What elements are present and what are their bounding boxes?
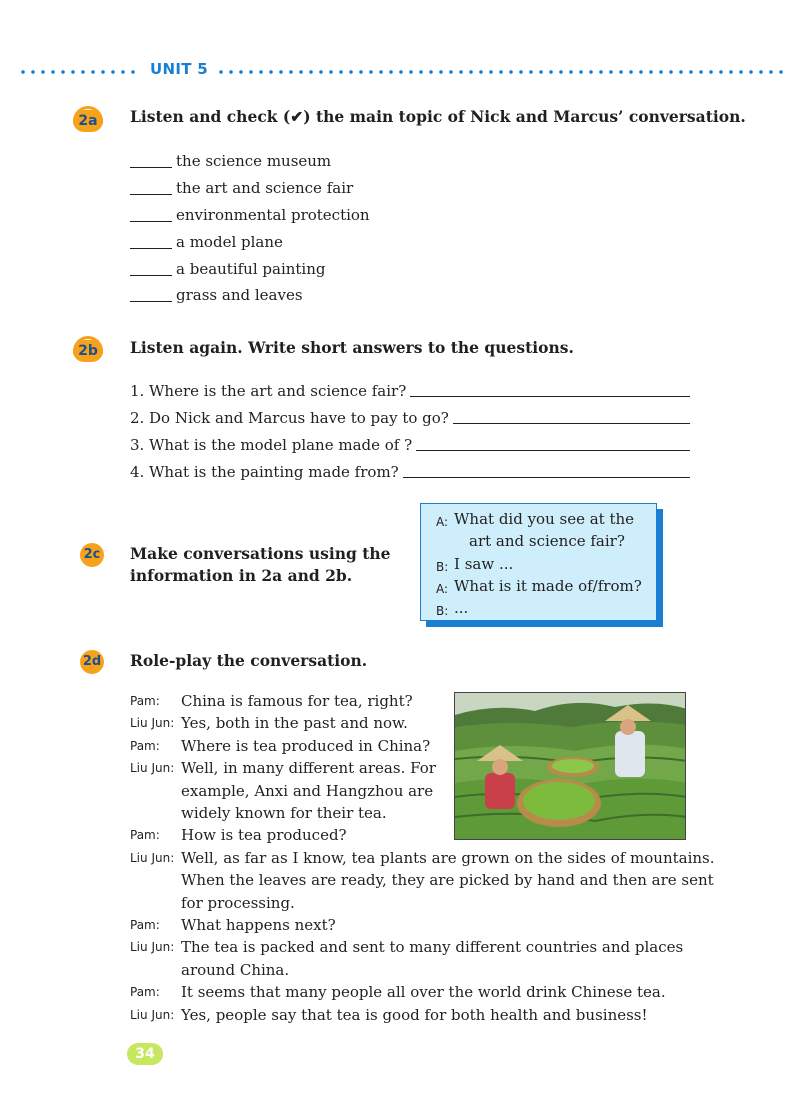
speaker-label: A: bbox=[436, 515, 449, 529]
speaker-label: Liu Jun: bbox=[130, 1007, 175, 1022]
dialog-text: for processing. bbox=[181, 893, 295, 912]
speaker-label bbox=[130, 780, 181, 802]
box-line: ... bbox=[454, 599, 469, 617]
dialog-line bbox=[130, 981, 666, 1003]
box-line: What is it made of/from? bbox=[454, 577, 642, 595]
dialog-text: widely known for their tea. bbox=[181, 804, 387, 822]
check-blank[interactable] bbox=[130, 208, 172, 222]
tea-picking-photo bbox=[454, 692, 686, 840]
option-text: grass and leaves bbox=[176, 286, 303, 305]
dialog-line bbox=[130, 757, 436, 779]
box-line: art and science fair? bbox=[469, 532, 625, 550]
speaker-label: B: bbox=[436, 560, 449, 574]
answer-line[interactable] bbox=[403, 477, 690, 478]
dotted-rule-left bbox=[18, 70, 140, 74]
dialog-text: How is tea produced? bbox=[181, 826, 347, 845]
box-line: What did you see at the bbox=[454, 510, 635, 528]
question-text: What is the model plane made of ? bbox=[149, 436, 413, 454]
question-number: 3. bbox=[130, 436, 145, 454]
badge-2b: 2b bbox=[73, 340, 103, 362]
dialog-text: Yes, both in the past and now. bbox=[181, 714, 408, 733]
speaker-label bbox=[130, 802, 181, 824]
dotted-rule-right bbox=[216, 70, 786, 74]
speaker-label: Liu Jun: bbox=[130, 850, 175, 865]
dialog-line bbox=[130, 869, 714, 891]
question-number: 1. bbox=[130, 382, 145, 400]
dialog-line bbox=[130, 847, 715, 869]
question-number: 2. bbox=[130, 409, 145, 427]
speaker-label: A: bbox=[436, 582, 449, 596]
options-2a bbox=[130, 148, 530, 309]
list-item bbox=[130, 202, 530, 229]
dialog-text: When the leaves are ready, they are picked by hand and then are sent bbox=[181, 871, 714, 890]
answer-line[interactable] bbox=[453, 423, 690, 424]
question-number: 4. bbox=[130, 463, 145, 481]
dialog-line bbox=[130, 1004, 648, 1026]
answer-line[interactable] bbox=[416, 450, 690, 451]
check-blank[interactable] bbox=[130, 181, 172, 195]
list-item bbox=[130, 282, 530, 309]
option-text: the art and science fair bbox=[176, 179, 354, 198]
speaker-label bbox=[130, 869, 181, 891]
check-blank[interactable] bbox=[130, 154, 172, 168]
speaker-label: Liu Jun: bbox=[130, 716, 175, 731]
dialog-text: Where is tea produced in China? bbox=[181, 736, 431, 755]
speaker-label: Pam: bbox=[130, 694, 160, 708]
list-item bbox=[130, 431, 690, 458]
questions-2b bbox=[130, 377, 690, 485]
dialog-text: It seems that many people all over the world drink Chinese tea. bbox=[181, 983, 666, 1002]
list-item bbox=[130, 175, 530, 202]
list-item bbox=[130, 255, 530, 282]
dialog-text: China is famous for tea, right? bbox=[181, 692, 413, 710]
speaker-label bbox=[130, 892, 181, 914]
conversation-box bbox=[420, 503, 657, 621]
list-item bbox=[130, 377, 690, 404]
tea-field-illustration bbox=[455, 693, 686, 840]
page-number: 34 bbox=[127, 1043, 163, 1065]
speaker-label: Pam: bbox=[130, 918, 160, 932]
speaker-label: Liu Jun: bbox=[130, 940, 175, 955]
dialog-text: example, Anxi and Hangzhou are bbox=[181, 781, 434, 800]
option-text: a model plane bbox=[176, 232, 283, 251]
check-blank[interactable] bbox=[130, 235, 172, 249]
check-blank[interactable] bbox=[130, 288, 172, 302]
option-text: the science museum bbox=[176, 152, 332, 171]
list-item bbox=[130, 458, 690, 485]
dialog-line bbox=[130, 959, 289, 981]
dialog-text: Well, in many different areas. For bbox=[181, 759, 436, 778]
speaker-label: Pam: bbox=[130, 985, 160, 1000]
check-blank[interactable] bbox=[130, 262, 172, 276]
badge-2c: 2c bbox=[80, 543, 104, 567]
speaker-label: Liu Jun: bbox=[130, 761, 175, 776]
badge-2a: 2a bbox=[73, 110, 103, 132]
dialog-line bbox=[130, 735, 430, 757]
instruction-2c-line2: information in 2a and 2b. bbox=[130, 566, 353, 585]
list-item bbox=[130, 404, 690, 431]
speaker-label bbox=[130, 959, 181, 981]
dialog-text: The tea is packed and sent to many different countries and places bbox=[181, 938, 684, 957]
dialog-line bbox=[130, 780, 433, 802]
speaker-label: Pam: bbox=[130, 738, 160, 753]
speaker-label: B: bbox=[436, 604, 449, 618]
option-text: environmental protection bbox=[176, 205, 370, 224]
dialog-line bbox=[130, 914, 336, 936]
dialog-line bbox=[130, 712, 408, 734]
dialog-text: What happens next? bbox=[181, 916, 336, 934]
list-item bbox=[130, 148, 530, 175]
dialog-line bbox=[130, 892, 295, 914]
instruction-2d: Role-play the conversation. bbox=[130, 651, 368, 670]
dialog-text: Well, as far as I know, tea plants are grown on the sides of mountains. bbox=[181, 848, 715, 867]
dialog-text: Yes, people say that tea is good for both health and business! bbox=[181, 1005, 648, 1024]
dialog-line bbox=[130, 690, 413, 712]
dialog-text: around China. bbox=[181, 960, 290, 979]
instruction-2c-line1: Make conversations using the bbox=[130, 544, 391, 563]
instruction-2a: Listen and check (✔) the main topic of Nick and Marcus’ conversation. bbox=[130, 107, 746, 126]
dialog-line bbox=[130, 824, 347, 846]
box-line: I saw ... bbox=[454, 555, 514, 573]
question-text: Where is the art and science fair? bbox=[149, 382, 407, 400]
badge-2d: 2d bbox=[80, 650, 104, 674]
speaker-label: Pam: bbox=[130, 828, 160, 843]
dialog-line bbox=[130, 936, 683, 958]
unit-header bbox=[0, 58, 800, 84]
list-item bbox=[130, 228, 530, 255]
question-text: Do Nick and Marcus have to pay to go? bbox=[149, 409, 449, 427]
unit-label: UNIT 5 bbox=[150, 60, 209, 78]
answer-line[interactable] bbox=[410, 396, 690, 397]
instruction-2b: Listen again. Write short answers to the questions. bbox=[130, 338, 574, 357]
question-text: What is the painting made from? bbox=[149, 463, 399, 481]
dialog-line bbox=[130, 802, 387, 824]
option-text: a beautiful painting bbox=[176, 259, 326, 278]
